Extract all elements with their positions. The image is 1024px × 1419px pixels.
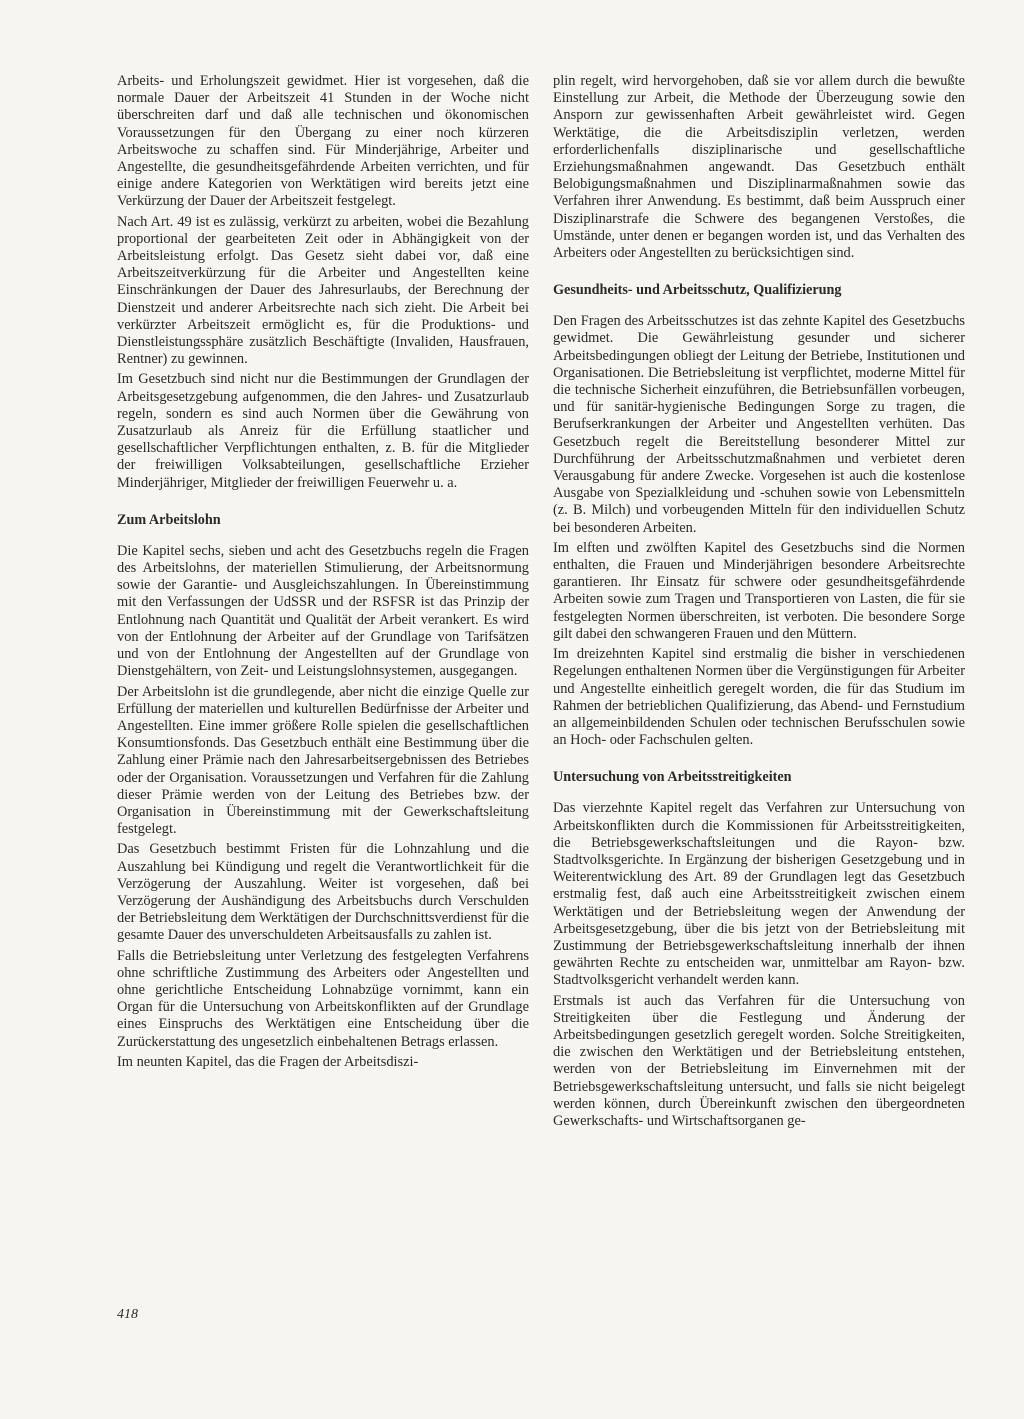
paragraph: plin regelt, wird hervorgehoben, daß sie vor allem durch die bewußte Einstellung zur Arbeit, die Methode der Überzeugung sowie den Ansporn zur gewissenhaften Arbeit gewährleistet wird. Gegen Werktätige, die die Arbeitsdisziplin verletzen, werden erforderlichenfalls disziplinarische und gesellschaftliche Erziehungsmaßnahmen angewandt. Das Gesetzbuch enthält Belobigungsmaßnahmen und Disziplinarmaßnahmen sowie das Verfahren ihrer Anwendung. Es bestimmt, daß beim Ausspruch einer Disziplinarstrafe die Schwere des begangenen Verstoßes, die Umstände, unter denen er begangen worden ist, und das Verhalten des Arbeiters oder Angestellten zu berücksichtigen sind. [553,73,965,262]
paragraph: Arbeits- und Erholungszeit gewidmet. Hier ist vorgesehen, daß die normale Dauer der Arbeitszeit 41 Stunden in der Woche nicht überschreiten darf und daß alle technischen und ökonomischen Voraussetzungen für den Übergang zu einer noch kürzeren Arbeitswoche zu schaffen sind. Für Minderjährige, Arbeiter und Angestellte, die gesundheitsgefährdende Arbeiten verrichten, und für einige andere Kategorien von Werktätigen wird bereits jetzt eine Verkürzung der Dauer der Arbeitszeit festgelegt. [117,73,529,210]
paragraph: Falls die Betriebsleitung unter Verletzung des festgelegten Verfahrens ohne schriftliche Zustimmung des Arbeiters oder Angestellten und ohne gerichtliche Entscheidung Lohnabzüge vornimmt, kann ein Organ für die Untersuchung von Arbeitskonflikten auf der Grundlage eines Einspruchs des Werktätigen eine Entscheidung über die Zurückerstattung des ungesetzlich einbehaltenen Betrags erlassen. [117,947,529,1050]
paragraph: Erstmals ist auch das Verfahren für die Untersuchung von Streitigkeiten über die Festlegung und Änderung der Arbeitsbedingungen gesetzlich geregelt worden. Solche Streitigkeiten, die zwischen den Werktätigen und der Betriebsleitung entstehen, werden von der Betriebsleitung im Einvernehmen mit der Betriebsgewerkschaftsleitung untersucht, und falls sie nicht beigelegt werden können, durch Übereinkunft zwischen den übergeordneten Gewerkschafts- und Wirtschaftsorganen ge- [553,992,965,1129]
paragraph: Im neunten Kapitel, das die Fragen der Arbeitsdiszi- [117,1053,419,1070]
paragraph: Im Gesetzbuch sind nicht nur die Bestimmungen der Grundlagen der Arbeitsgesetzgebung aufgenommen, die den Jahres- und Zusatzurlaub regeln, sondern es sind auch Normen über die Gewährung von Zusatzurlaub als Anreiz für die Erfüllung staatlicher und gesellschaftlicher Verpflichtungen enthalten, z. B. für die Mitglieder der freiwilligen Volksabteilungen, gesellschaftliche Erzieher Minderjähriger, Mitglieder der freiwilligen Feuerwehr u. a. [117,371,529,491]
right-column [553,73,965,1133]
left-column [117,73,529,1074]
paragraph: Die Kapitel sechs, sieben und acht des Gesetzbuchs regeln die Fragen des Arbeitslohns, der materiellen Stimulierung, der Arbeitsnormung sowie der Garantie- und Ausgleichszahlungen. In Übereinstimmung mit den Verfassungen der UdSSR und der RSFSR ist das Prinzip der Entlohnung nach Quantität und Qualität der Arbeit verankert. Es wird von der Entlohnung der Arbeiter auf der Grundlage von Tarifsätzen und von der Entlohnung der Angestellten auf der Grundlage von Dienstgehältern, von Zeit- und Leistungslohnsystemen, ausgegangen. [117,542,529,680]
section-heading: Gesundheits- und Arbeitsschutz, Qualifizierung [553,282,842,299]
section-heading: Untersuchung von Arbeitsstreitigkeiten [553,769,792,786]
paragraph: Den Fragen des Arbeitsschutzes ist das zehnte Kapitel des Gesetzbuchs gewidmet. Die Gewährleistung gesunder und sicherer Arbeitsbedingungen obliegt der Leitung der Betriebe, Institutionen und Organisationen. Die Betriebsleitung ist verpflichtet, moderne Mittel für die technische Sicherheit einzuführen, die Betriebsunfällen vorbeugen, und für sanitär-hygienische Bedingungen Sorge zu tragen, die Berufserkrankungen der Arbeiter und Angestellten verhüten. Das Gesetzbuch regelt die Bereitstellung besonderer Mittel zur Durchführung der Arbeitsschutzmaßnahmen und verbietet deren Verausgabung für andere Zwecke. Vorgesehen ist auch die kostenlose Ausgabe von Spezialkleidung und -schuhen sowie von Lebensmitteln (z. B. Milch) und vorbeugenden Mitteln für den individuellen Schutz bei besonderen Arbeiten. [553,313,965,536]
paragraph: Das vierzehnte Kapitel regelt das Verfahren zur Untersuchung von Arbeitskonflikten durch die Kommissionen für Arbeitsstreitigkeiten, die Betriebsgewerkschaftsleitungen und die Rayon- bzw. Stadtvolksgerichte. In Ergänzung der bisherigen Gesetzgebung und in Weiterentwicklung des Art. 89 der Grundlagen legt das Gesetzbuch erstmalig fest, daß auch eine Arbeitsstreitigkeit zwischen einem Werktätigen und der Betriebsleitung wegen der Anwendung der Arbeitsgesetzgebung, über die bis jetzt von der Betriebsleitung mit Zustimmung der Betriebsgewerkschaftsleitung innerhalb der ihnen gewährten Rechte zu entscheiden war, unmittelbar am Rayon- bzw. Stadtvolksgericht verhandelt werden kann. [553,800,965,989]
page-number: 418 [117,1307,138,1322]
paragraph: Im elften und zwölften Kapitel des Gesetzbuchs sind die Normen enthalten, die Frauen und Minderjährigen besondere Arbeitsrechte garantieren. Ihr Einsatz für schwere oder gesundheitsgefährdende Arbeiten sowie zum Tragen und Transportieren von Lasten, die für sie festgelegten Normen überschreiten, ist verboten. Die besondere Sorge gilt dabei den schwangeren Frauen und den Müttern. [553,539,965,642]
paragraph: Nach Art. 49 ist es zulässig, verkürzt zu arbeiten, wobei die Bezahlung proportional der gearbeiteten Zeit oder in Abhängigkeit von der Arbeitsleistung erfolgt. Das Gesetz sieht dabei vor, daß eine Arbeitszeitverkürzung für die Arbeiter und Angestellten keine Einschränkungen der Dauer des Jahresurlaubs, der Berechnung der Dienstzeit und anderer Arbeitsrechte nach sich zieht. Die Arbeit bei verkürzter Arbeitszeit ermöglicht es, für die Produktions- und Dienstleistungssphäre zusätzlich Beschäftigte (Invaliden, Hausfrauen, Rentner) zu gewinnen. [117,213,529,368]
paragraph: Im dreizehnten Kapitel sind erstmalig die bisher in verschiedenen Regelungen enthaltenen Normen über die Vergünstigungen für Arbeiter und Angestellte einheitlich geregelt worden, die für das Studium im Rahmen der betrieblichen Qualifizierung, das Abend- und Fernstudium an allgemeinbildenden Schulen oder technischen Berufsschulen sowie an Hoch- oder Fachschulen gelten. [553,646,965,749]
paragraph: Der Arbeitslohn ist die grundlegende, aber nicht die einzige Quelle zur Erfüllung der materiellen und kulturellen Bedürfnisse der Arbeiter und Angestellten. Eine immer größere Rolle spielen die gesellschaftlichen Konsumtionsfonds. Das Gesetzbuch enthält eine Bestimmung über die Zahlung einer Prämie nach den Jahresarbeitsergebnissen des Betriebes oder der Organisation. Voraussetzungen und Verfahren für die Zahlung dieser Prämie werden von der Leitung des Betriebes bzw. der Organisation in Übereinstimmung mit der Gewerkschaftsleitung festgelegt. [117,683,529,838]
paragraph: Das Gesetzbuch bestimmt Fristen für die Lohnzahlung und die Auszahlung bei Kündigung und regelt die Verantwortlichkeit für die Verzögerung der Auszahlung. Weiter ist vorgesehen, daß bei Verzögerung der Aushändigung des Arbeitsbuchs durch Verschulden der Betriebsleitung dem Werktätigen der Durchschnittsverdienst für die gesamte Dauer des unverschuldeten Arbeitsausfalls zu zahlen ist. [117,841,529,944]
section-heading: Zum Arbeitslohn [117,511,221,528]
